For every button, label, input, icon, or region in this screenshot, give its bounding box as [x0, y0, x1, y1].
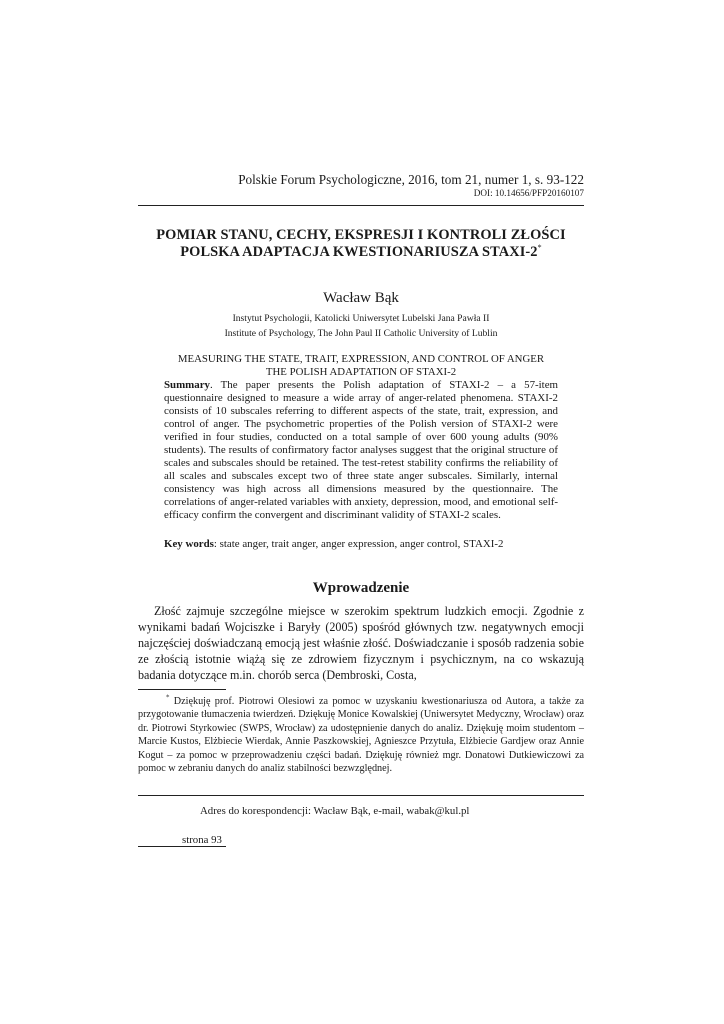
doi: DOI: 10.14656/PFP20160107	[473, 188, 584, 198]
english-title-line1: MEASURING THE STATE, TRAIT, EXPRESSION, AND CONTROL OF ANGER	[177, 353, 545, 365]
page-number-rule	[138, 846, 226, 847]
summary	[164, 379, 558, 521]
page-number: strona 93	[182, 834, 222, 846]
footnote-rule	[138, 689, 226, 690]
article-title-line2: POLSKA ADAPTACJA KWESTIONARIUSZA STAXI-2	[180, 244, 538, 260]
author-name: Wacław Bąk	[323, 290, 399, 306]
summary-label: Summary	[164, 379, 210, 391]
article-title-line1: POMIAR STANU, CECHY, EKSPRESJI I KONTROLI ZŁOŚCI	[156, 227, 566, 243]
english-title-line2: THE POLISH ADAPTATION OF STAXI-2	[265, 365, 457, 378]
section-heading: Wprowadzenie	[312, 580, 410, 596]
keywords-text: : state anger, trait anger, anger expression, anger control, STAXI-2	[213, 538, 504, 550]
keywords-label: Key words	[164, 538, 214, 550]
footnote	[138, 695, 584, 776]
article-title-line2-wrap	[138, 244, 584, 261]
article-title	[138, 227, 584, 261]
footnote-text: Dziękuję prof. Piotrowi Olesiowi za pomoc w uzyskaniu kwestionariusza od Autora, a także za przygotowanie tłumaczenia twierdzeń. Dziękuję Monice Kowalskiej (Uniwersytet Medyczny, Wrocław) oraz dr. Piotrowi Styrkowiec (SWPS, Wrocław) za udostępnienie danych do analiz. Dziękuję moim studentom – Marcie Kustos, Elżbiecie Wierdak, Annie Paszkowskiej, Agnieszce Przytuła, Elżbiecie Gardjew oraz Annie Kogut – za pomoc w przeprowadzeniu części badań. Dziękuję również mgr. Donatowi Dutkiewiczowi za pomoc w zebraniu danych do analiz stabilności bezwzględnej.	[138, 696, 584, 775]
journal-citation: Polskie Forum Psychologiczne, 2016, tom 21, numer 1, s. 93-122	[238, 172, 584, 187]
affiliation-pl: Instytut Psychologii, Katolicki Uniwersytet Lubelski Jana Pawła II	[232, 313, 490, 324]
title-footnote-mark: *	[537, 243, 542, 253]
footnote-mark: *	[166, 693, 170, 702]
correspondence-rule	[138, 795, 584, 796]
summary-text: . The paper presents the Polish adaptation of STAXI-2 – a 57-item questionnaire designed to measure a wide array of anger-related phenomena. STAXI-2 consists of 10 subscales referring to different aspects of the state, trait, expression, and control of anger. The psychometric properties of the Polish version of STAXI-2 were verified in four studies, conducted on a total sample of over 600 young adults (90% students). The results of confirmatory factor analyses suggest that the original structure of scales and subscales should be retained. The test-retest stability confirms the reliability of all scales and subscales except two of three state anger subscales. Similarly, internal consistency was high across all dimensions measured by the questionnaire. The correlations of anger-related variables with anxiety, depression, mood, and emotional self-efficacy confirm the convergent and discriminant validity of STAXI-2 scales.	[164, 379, 558, 521]
correspondence-address: Adres do korespondencji: Wacław Bąk, e-mail, wabak@kul.pl	[200, 805, 470, 817]
header-rule	[138, 205, 584, 206]
intro-paragraph: Złość zajmuje szczególne miejsce w szerokim spektrum ludzkich emocji. Zgodnie z wynikami badań Wojciszke i Baryły (2005) spośród głównych tzw. negatywnych emocji najczęściej doświadczaną emocją jest właśnie złość. Doświadczanie i sposób radzenia sobie ze złością istotnie wiążą się ze zdrowiem fizycznym i psychicznym, na co wskazują badania dotyczące m.in. chorób serca (Dembroski, Costa,	[138, 604, 584, 682]
english-title	[138, 353, 584, 378]
affiliation-en: Institute of Psychology, The John Paul II Catholic University of Lublin	[224, 328, 498, 339]
keywords	[164, 538, 558, 551]
